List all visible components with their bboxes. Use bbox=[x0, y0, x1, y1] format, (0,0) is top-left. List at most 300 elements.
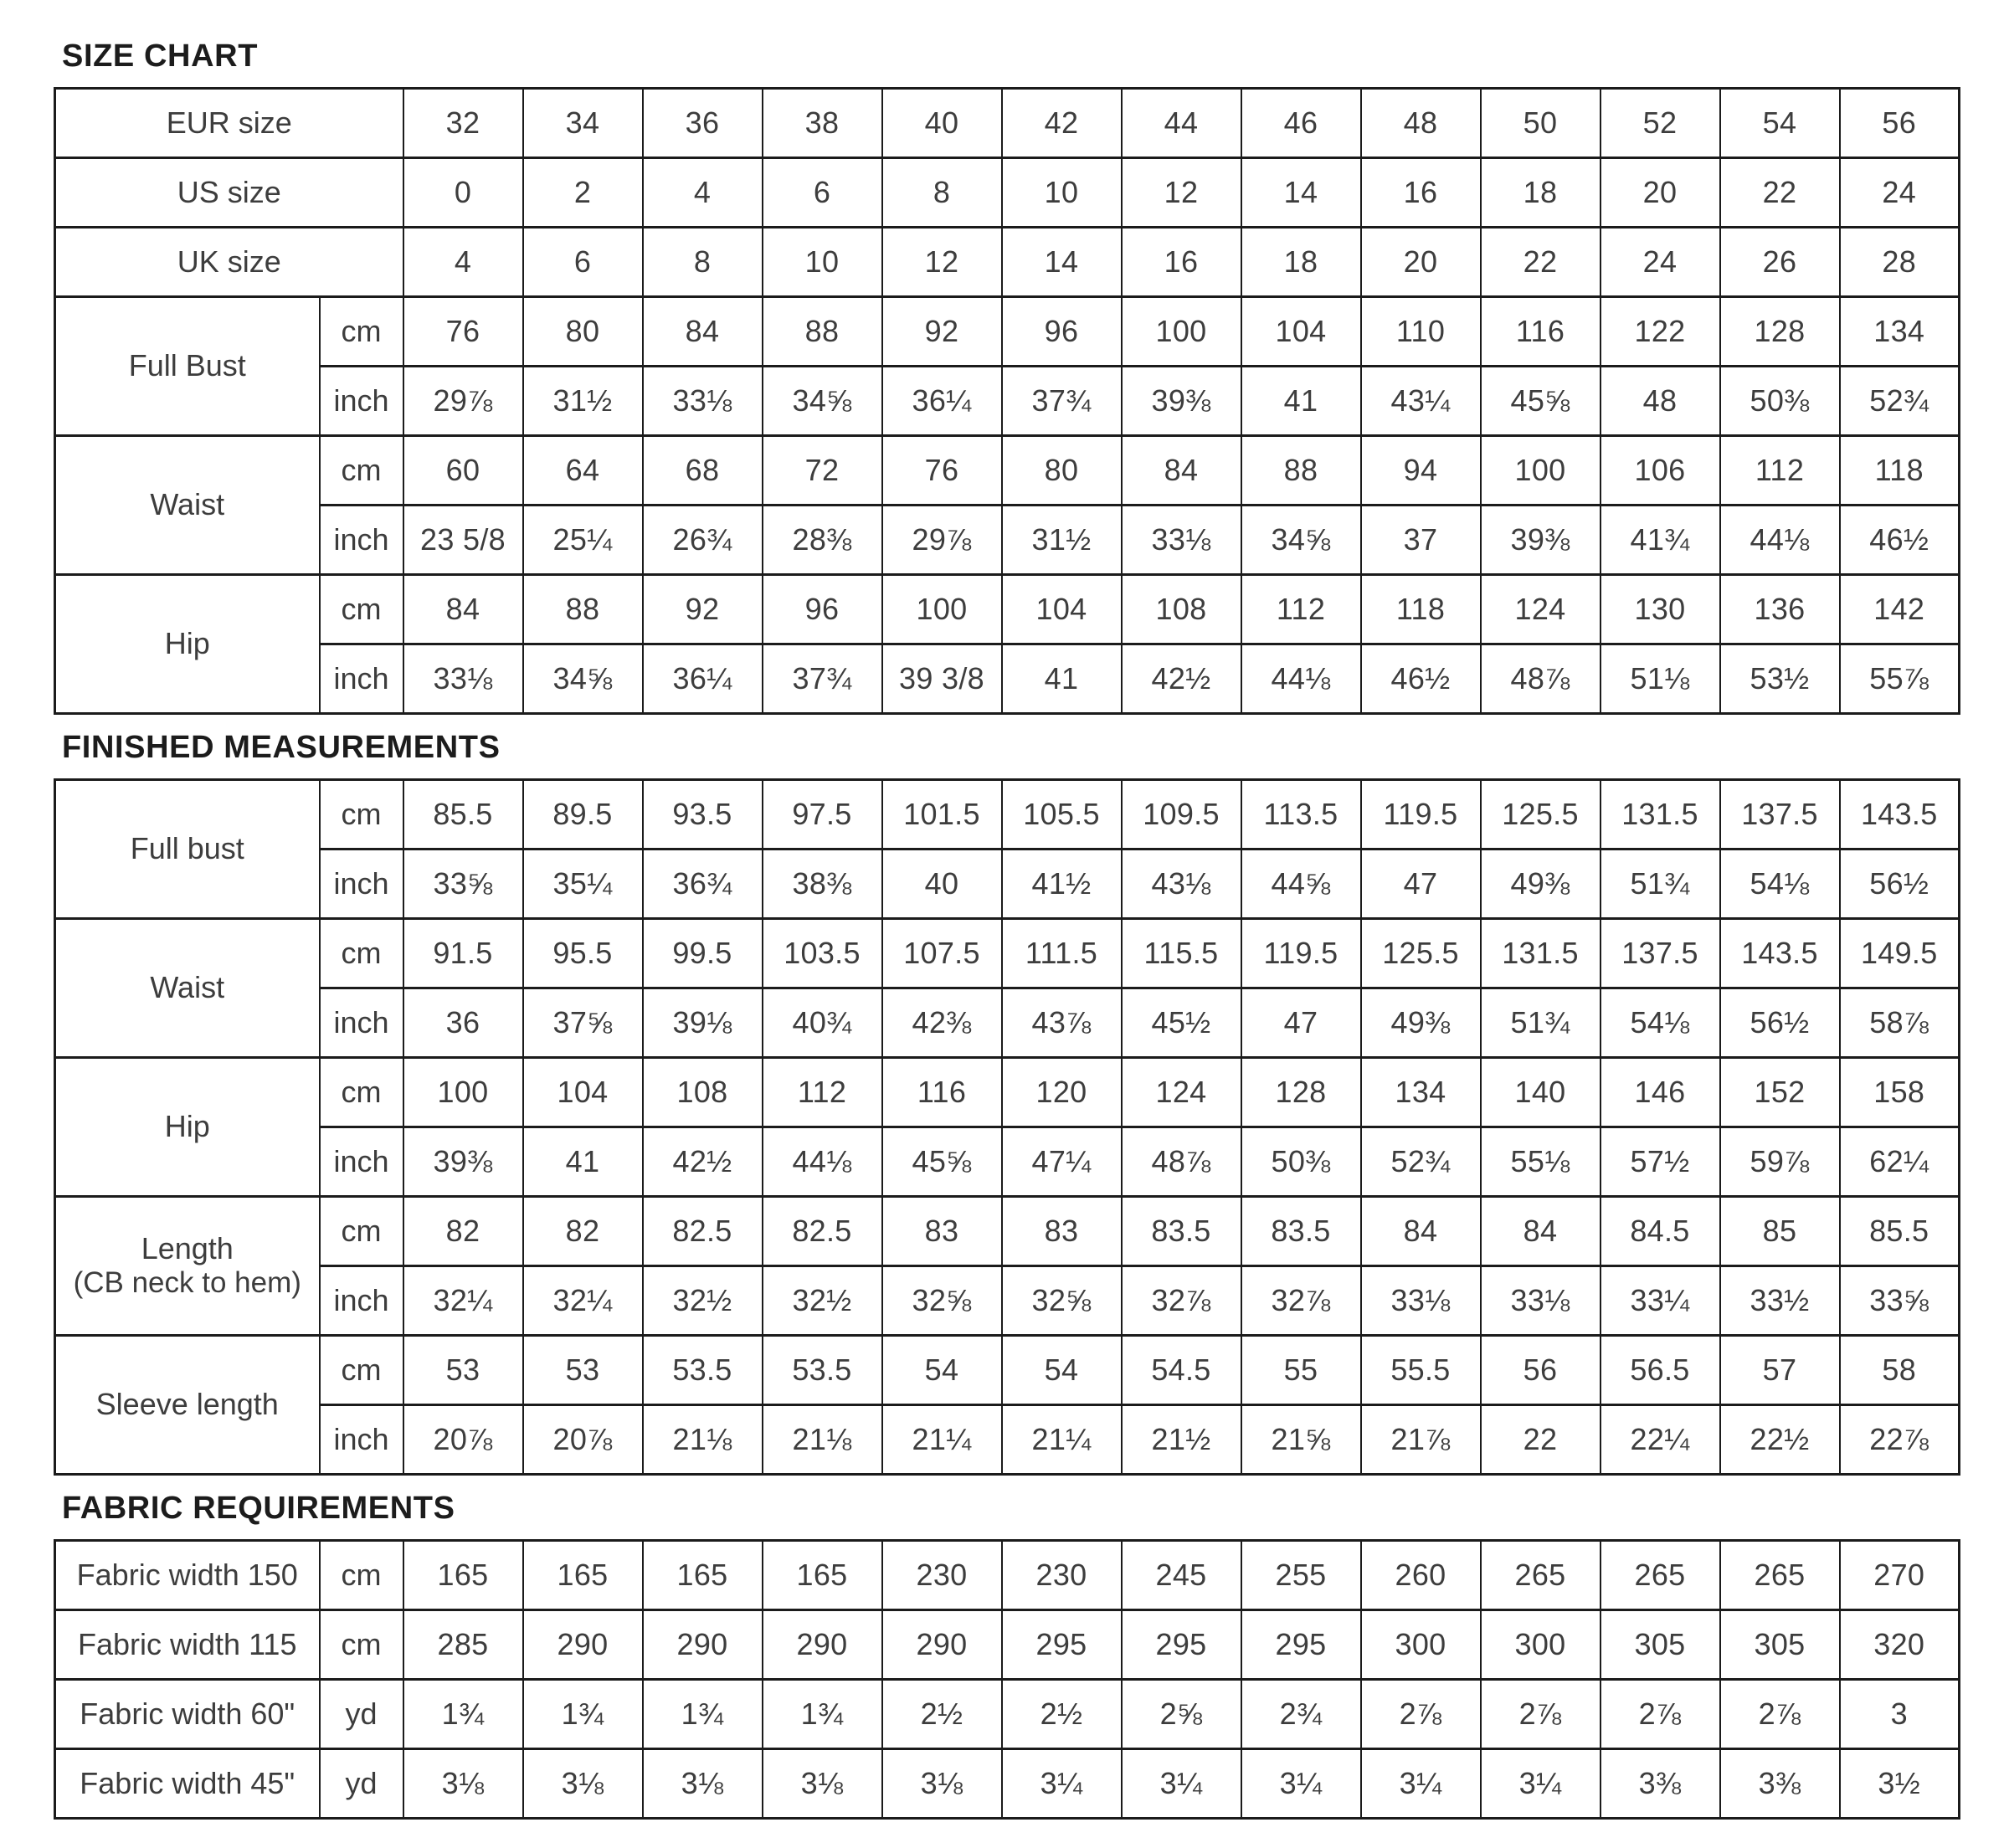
table-row bbox=[55, 157, 1960, 227]
value-cell: 10 bbox=[763, 227, 882, 296]
value-cell: 46 bbox=[1241, 88, 1361, 157]
value-cell: 44⅛ bbox=[763, 1127, 882, 1196]
value-cell: 64 bbox=[523, 435, 643, 505]
value-cell: 3⅛ bbox=[403, 1748, 523, 1818]
value-cell: 112 bbox=[1720, 435, 1840, 505]
value-cell: 21¼ bbox=[882, 1404, 1002, 1474]
value-cell: 33⅝ bbox=[403, 849, 523, 918]
value-cell: 142 bbox=[1840, 574, 1960, 644]
value-cell: 41¾ bbox=[1601, 505, 1720, 574]
value-cell: 40 bbox=[882, 849, 1002, 918]
unit-cell: inch bbox=[320, 1404, 403, 1474]
table-row bbox=[55, 988, 1960, 1057]
value-cell: 16 bbox=[1122, 227, 1241, 296]
value-cell: 130 bbox=[1601, 574, 1720, 644]
value-cell: 38 bbox=[763, 88, 882, 157]
value-cell: 62¼ bbox=[1840, 1127, 1960, 1196]
unit-cell: cm bbox=[320, 1057, 403, 1127]
value-cell: 136 bbox=[1720, 574, 1840, 644]
value-cell: 36¼ bbox=[882, 366, 1002, 435]
value-cell: 36¾ bbox=[643, 849, 763, 918]
value-cell: 34⅝ bbox=[1241, 505, 1361, 574]
value-cell: 112 bbox=[763, 1057, 882, 1127]
value-cell: 18 bbox=[1481, 157, 1601, 227]
value-cell: 3¼ bbox=[1002, 1748, 1122, 1818]
value-cell: 255 bbox=[1241, 1540, 1361, 1609]
value-cell: 101.5 bbox=[882, 779, 1002, 849]
value-cell: 80 bbox=[523, 296, 643, 366]
value-cell: 83.5 bbox=[1241, 1196, 1361, 1265]
value-cell: 125.5 bbox=[1361, 918, 1481, 988]
value-cell: 54.5 bbox=[1122, 1335, 1241, 1404]
value-cell: 47 bbox=[1361, 849, 1481, 918]
value-cell: 37 bbox=[1361, 505, 1481, 574]
value-cell: 143.5 bbox=[1720, 918, 1840, 988]
value-cell: 1¾ bbox=[763, 1679, 882, 1748]
value-cell: 152 bbox=[1720, 1057, 1840, 1127]
value-cell: 1¾ bbox=[523, 1679, 643, 1748]
value-cell: 0 bbox=[403, 157, 523, 227]
value-cell: 3 bbox=[1840, 1679, 1960, 1748]
value-cell: 108 bbox=[643, 1057, 763, 1127]
value-cell: 31½ bbox=[523, 366, 643, 435]
table-row bbox=[55, 574, 1960, 644]
value-cell: 33⅛ bbox=[1361, 1265, 1481, 1335]
value-cell: 24 bbox=[1601, 227, 1720, 296]
unit-cell: cm bbox=[320, 435, 403, 505]
unit-cell: inch bbox=[320, 505, 403, 574]
value-cell: 23 5/8 bbox=[403, 505, 523, 574]
value-cell: 3⅜ bbox=[1720, 1748, 1840, 1818]
value-cell: 48⅞ bbox=[1481, 644, 1601, 713]
value-cell: 39⅛ bbox=[643, 988, 763, 1057]
value-cell: 68 bbox=[643, 435, 763, 505]
value-cell: 20 bbox=[1361, 227, 1481, 296]
value-cell: 94 bbox=[1361, 435, 1481, 505]
value-cell: 55⅞ bbox=[1840, 644, 1960, 713]
table-row bbox=[55, 779, 1960, 849]
value-cell: 84 bbox=[403, 574, 523, 644]
value-cell: 42½ bbox=[643, 1127, 763, 1196]
value-cell: 50⅜ bbox=[1720, 366, 1840, 435]
value-cell: 290 bbox=[523, 1609, 643, 1679]
value-cell: 165 bbox=[523, 1540, 643, 1609]
value-cell: 21½ bbox=[1122, 1404, 1241, 1474]
value-cell: 119.5 bbox=[1361, 779, 1481, 849]
value-cell: 57 bbox=[1720, 1335, 1840, 1404]
fabric-requirements-table bbox=[54, 1539, 1960, 1820]
value-cell: 21⅛ bbox=[763, 1404, 882, 1474]
value-cell: 43⅛ bbox=[1122, 849, 1241, 918]
value-cell: 37⅝ bbox=[523, 988, 643, 1057]
value-cell: 51⅛ bbox=[1601, 644, 1720, 713]
value-cell: 46½ bbox=[1840, 505, 1960, 574]
table-row bbox=[55, 1057, 1960, 1127]
value-cell: 32⅝ bbox=[882, 1265, 1002, 1335]
value-cell: 41 bbox=[523, 1127, 643, 1196]
value-cell: 60 bbox=[403, 435, 523, 505]
unit-cell: cm bbox=[320, 1335, 403, 1404]
value-cell: 109.5 bbox=[1122, 779, 1241, 849]
value-cell: 91.5 bbox=[403, 918, 523, 988]
value-cell: 89.5 bbox=[523, 779, 643, 849]
row-label bbox=[55, 1196, 320, 1335]
value-cell: 32⅞ bbox=[1122, 1265, 1241, 1335]
value-cell: 245 bbox=[1122, 1540, 1241, 1609]
row-label: UK size bbox=[55, 227, 403, 296]
value-cell: 3¼ bbox=[1361, 1748, 1481, 1818]
value-cell: 21¼ bbox=[1002, 1404, 1122, 1474]
value-cell: 290 bbox=[763, 1609, 882, 1679]
value-cell: 2⅝ bbox=[1122, 1679, 1241, 1748]
row-label: Full Bust bbox=[55, 296, 320, 435]
value-cell: 32¼ bbox=[403, 1265, 523, 1335]
value-cell: 84.5 bbox=[1601, 1196, 1720, 1265]
finished-measurements-title: FINISHED MEASUREMENTS bbox=[62, 729, 501, 765]
section-finished-measurements bbox=[54, 729, 1959, 1476]
value-cell: 2⅞ bbox=[1361, 1679, 1481, 1748]
value-cell: 105.5 bbox=[1002, 779, 1122, 849]
unit-cell: inch bbox=[320, 644, 403, 713]
value-cell: 44⅛ bbox=[1720, 505, 1840, 574]
value-cell: 84 bbox=[1361, 1196, 1481, 1265]
value-cell: 305 bbox=[1720, 1609, 1840, 1679]
value-cell: 165 bbox=[643, 1540, 763, 1609]
value-cell: 37¾ bbox=[1002, 366, 1122, 435]
value-cell: 20⅞ bbox=[403, 1404, 523, 1474]
value-cell: 131.5 bbox=[1481, 918, 1601, 988]
value-cell: 3¼ bbox=[1122, 1748, 1241, 1818]
value-cell: 12 bbox=[882, 227, 1002, 296]
value-cell: 48⅞ bbox=[1122, 1127, 1241, 1196]
value-cell: 84 bbox=[643, 296, 763, 366]
value-cell: 57½ bbox=[1601, 1127, 1720, 1196]
value-cell: 295 bbox=[1122, 1609, 1241, 1679]
value-cell: 1¾ bbox=[643, 1679, 763, 1748]
table-row bbox=[55, 1540, 1960, 1609]
finished-measurements-table bbox=[54, 778, 1960, 1476]
row-label: EUR size bbox=[55, 88, 403, 157]
value-cell: 113.5 bbox=[1241, 779, 1361, 849]
value-cell: 12 bbox=[1122, 157, 1241, 227]
value-cell: 28 bbox=[1840, 227, 1960, 296]
value-cell: 48 bbox=[1601, 366, 1720, 435]
value-cell: 265 bbox=[1481, 1540, 1601, 1609]
value-cell: 41 bbox=[1241, 366, 1361, 435]
value-cell: 54⅛ bbox=[1720, 849, 1840, 918]
value-cell: 76 bbox=[882, 435, 1002, 505]
value-cell: 96 bbox=[1002, 296, 1122, 366]
row-label: Hip bbox=[55, 574, 320, 713]
value-cell: 8 bbox=[882, 157, 1002, 227]
value-cell: 97.5 bbox=[763, 779, 882, 849]
value-cell: 33⅛ bbox=[403, 644, 523, 713]
value-cell: 44⅝ bbox=[1241, 849, 1361, 918]
table-row bbox=[55, 1335, 1960, 1404]
value-cell: 3⅜ bbox=[1601, 1748, 1720, 1818]
value-cell: 36 bbox=[403, 988, 523, 1057]
table-row bbox=[55, 1679, 1960, 1748]
value-cell: 131.5 bbox=[1601, 779, 1720, 849]
size-chart-title: SIZE CHART bbox=[62, 38, 258, 74]
value-cell: 42 bbox=[1002, 88, 1122, 157]
value-cell: 85.5 bbox=[403, 779, 523, 849]
value-cell: 92 bbox=[882, 296, 1002, 366]
value-cell: 22 bbox=[1720, 157, 1840, 227]
table-row bbox=[55, 1196, 1960, 1265]
value-cell: 45⅝ bbox=[1481, 366, 1601, 435]
value-cell: 33⅛ bbox=[1122, 505, 1241, 574]
value-cell: 2¾ bbox=[1241, 1679, 1361, 1748]
value-cell: 295 bbox=[1002, 1609, 1122, 1679]
value-cell: 55.5 bbox=[1361, 1335, 1481, 1404]
value-cell: 140 bbox=[1481, 1057, 1601, 1127]
value-cell: 95.5 bbox=[523, 918, 643, 988]
value-cell: 37¾ bbox=[763, 644, 882, 713]
value-cell: 41 bbox=[1002, 644, 1122, 713]
value-cell: 143.5 bbox=[1840, 779, 1960, 849]
value-cell: 80 bbox=[1002, 435, 1122, 505]
value-cell: 33¼ bbox=[1601, 1265, 1720, 1335]
value-cell: 134 bbox=[1361, 1057, 1481, 1127]
table-row bbox=[55, 227, 1960, 296]
value-cell: 43⅞ bbox=[1002, 988, 1122, 1057]
value-cell: 20⅞ bbox=[523, 1404, 643, 1474]
value-cell: 50 bbox=[1481, 88, 1601, 157]
table-row bbox=[55, 644, 1960, 713]
value-cell: 270 bbox=[1840, 1540, 1960, 1609]
value-cell: 26¾ bbox=[643, 505, 763, 574]
value-cell: 99.5 bbox=[643, 918, 763, 988]
value-cell: 53.5 bbox=[763, 1335, 882, 1404]
value-cell: 100 bbox=[1481, 435, 1601, 505]
value-cell: 58 bbox=[1840, 1335, 1960, 1404]
value-cell: 72 bbox=[763, 435, 882, 505]
table-row bbox=[55, 849, 1960, 918]
value-cell: 3⅛ bbox=[643, 1748, 763, 1818]
value-cell: 165 bbox=[403, 1540, 523, 1609]
value-cell: 82.5 bbox=[763, 1196, 882, 1265]
value-cell: 84 bbox=[1122, 435, 1241, 505]
table-row bbox=[55, 1127, 1960, 1196]
value-cell: 2 bbox=[523, 157, 643, 227]
value-cell: 82 bbox=[523, 1196, 643, 1265]
value-cell: 35¼ bbox=[523, 849, 643, 918]
row-label: Hip bbox=[55, 1057, 320, 1196]
value-cell: 158 bbox=[1840, 1057, 1960, 1127]
value-cell: 285 bbox=[403, 1609, 523, 1679]
value-cell: 96 bbox=[763, 574, 882, 644]
value-cell: 2⅞ bbox=[1720, 1679, 1840, 1748]
value-cell: 22¼ bbox=[1601, 1404, 1720, 1474]
row-label: Fabric width 115 bbox=[55, 1609, 320, 1679]
row-label: Fabric width 150 bbox=[55, 1540, 320, 1609]
value-cell: 22 bbox=[1481, 1404, 1601, 1474]
value-cell: 31½ bbox=[1002, 505, 1122, 574]
value-cell: 107.5 bbox=[882, 918, 1002, 988]
value-cell: 32½ bbox=[643, 1265, 763, 1335]
value-cell: 124 bbox=[1481, 574, 1601, 644]
value-cell: 120 bbox=[1002, 1057, 1122, 1127]
value-cell: 32½ bbox=[763, 1265, 882, 1335]
value-cell: 16 bbox=[1361, 157, 1481, 227]
value-cell: 58⅞ bbox=[1840, 988, 1960, 1057]
value-cell: 3⅛ bbox=[882, 1748, 1002, 1818]
unit-cell: inch bbox=[320, 988, 403, 1057]
value-cell: 22⅞ bbox=[1840, 1404, 1960, 1474]
table-row bbox=[55, 1404, 1960, 1474]
value-cell: 10 bbox=[1002, 157, 1122, 227]
value-cell: 22 bbox=[1481, 227, 1601, 296]
value-cell: 290 bbox=[643, 1609, 763, 1679]
value-cell: 100 bbox=[1122, 296, 1241, 366]
value-cell: 2⅞ bbox=[1481, 1679, 1601, 1748]
row-label: Fabric width 45" bbox=[55, 1748, 320, 1818]
value-cell: 53½ bbox=[1720, 644, 1840, 713]
row-label: Waist bbox=[55, 918, 320, 1057]
value-cell: 51¾ bbox=[1481, 988, 1601, 1057]
value-cell: 47 bbox=[1241, 988, 1361, 1057]
value-cell: 125.5 bbox=[1481, 779, 1601, 849]
value-cell: 4 bbox=[403, 227, 523, 296]
value-cell: 115.5 bbox=[1122, 918, 1241, 988]
value-cell: 48 bbox=[1361, 88, 1481, 157]
table-row bbox=[55, 918, 1960, 988]
value-cell: 42⅜ bbox=[882, 988, 1002, 1057]
value-cell: 39⅜ bbox=[403, 1127, 523, 1196]
table-row bbox=[55, 296, 1960, 366]
row-label: Waist bbox=[55, 435, 320, 574]
value-cell: 2½ bbox=[882, 1679, 1002, 1748]
value-cell: 53.5 bbox=[643, 1335, 763, 1404]
value-cell: 100 bbox=[403, 1057, 523, 1127]
value-cell: 146 bbox=[1601, 1057, 1720, 1127]
value-cell: 24 bbox=[1840, 157, 1960, 227]
table-row bbox=[55, 1748, 1960, 1818]
value-cell: 76 bbox=[403, 296, 523, 366]
value-cell: 25¼ bbox=[523, 505, 643, 574]
value-cell: 165 bbox=[763, 1540, 882, 1609]
value-cell: 88 bbox=[763, 296, 882, 366]
value-cell: 93.5 bbox=[643, 779, 763, 849]
value-cell: 54 bbox=[1002, 1335, 1122, 1404]
value-cell: 118 bbox=[1840, 435, 1960, 505]
value-cell: 3⅛ bbox=[523, 1748, 643, 1818]
value-cell: 42½ bbox=[1122, 644, 1241, 713]
unit-cell: inch bbox=[320, 1127, 403, 1196]
value-cell: 128 bbox=[1241, 1057, 1361, 1127]
value-cell: 103.5 bbox=[763, 918, 882, 988]
value-cell: 83 bbox=[882, 1196, 1002, 1265]
value-cell: 104 bbox=[1241, 296, 1361, 366]
value-cell: 52¾ bbox=[1840, 366, 1960, 435]
unit-cell: yd bbox=[320, 1679, 403, 1748]
value-cell: 54 bbox=[882, 1335, 1002, 1404]
value-cell: 137.5 bbox=[1720, 779, 1840, 849]
value-cell: 110 bbox=[1361, 296, 1481, 366]
value-cell: 290 bbox=[882, 1609, 1002, 1679]
value-cell: 2½ bbox=[1002, 1679, 1122, 1748]
value-cell: 265 bbox=[1720, 1540, 1840, 1609]
value-cell: 85.5 bbox=[1840, 1196, 1960, 1265]
value-cell: 108 bbox=[1122, 574, 1241, 644]
value-cell: 26 bbox=[1720, 227, 1840, 296]
value-cell: 14 bbox=[1002, 227, 1122, 296]
value-cell: 52¾ bbox=[1361, 1127, 1481, 1196]
value-cell: 2⅞ bbox=[1601, 1679, 1720, 1748]
value-cell: 56 bbox=[1481, 1335, 1601, 1404]
value-cell: 44 bbox=[1122, 88, 1241, 157]
unit-cell: cm bbox=[320, 296, 403, 366]
value-cell: 124 bbox=[1122, 1057, 1241, 1127]
value-cell: 134 bbox=[1840, 296, 1960, 366]
value-cell: 33⅝ bbox=[1840, 1265, 1960, 1335]
value-cell: 56.5 bbox=[1601, 1335, 1720, 1404]
value-cell: 36¼ bbox=[643, 644, 763, 713]
value-cell: 230 bbox=[882, 1540, 1002, 1609]
value-cell: 320 bbox=[1840, 1609, 1960, 1679]
value-cell: 33⅛ bbox=[643, 366, 763, 435]
value-cell: 28⅜ bbox=[763, 505, 882, 574]
row-label: Sleeve length bbox=[55, 1335, 320, 1474]
value-cell: 88 bbox=[1241, 435, 1361, 505]
row-label: Full bust bbox=[55, 779, 320, 918]
unit-cell: cm bbox=[320, 918, 403, 988]
value-cell: 83 bbox=[1002, 1196, 1122, 1265]
value-cell: 33⅛ bbox=[1481, 1265, 1601, 1335]
value-cell: 4 bbox=[643, 157, 763, 227]
value-cell: 104 bbox=[523, 1057, 643, 1127]
value-cell: 265 bbox=[1601, 1540, 1720, 1609]
value-cell: 39⅜ bbox=[1481, 505, 1601, 574]
value-cell: 49⅜ bbox=[1481, 849, 1601, 918]
value-cell: 8 bbox=[643, 227, 763, 296]
value-cell: 82.5 bbox=[643, 1196, 763, 1265]
value-cell: 29⅞ bbox=[882, 505, 1002, 574]
value-cell: 92 bbox=[643, 574, 763, 644]
value-cell: 41½ bbox=[1002, 849, 1122, 918]
value-cell: 34⅝ bbox=[523, 644, 643, 713]
section-fabric-requirements bbox=[54, 1492, 1959, 1820]
unit-cell: cm bbox=[320, 1540, 403, 1609]
value-cell: 230 bbox=[1002, 1540, 1122, 1609]
row-label-line1: Length bbox=[141, 1231, 234, 1266]
value-cell: 33½ bbox=[1720, 1265, 1840, 1335]
value-cell: 50⅜ bbox=[1241, 1127, 1361, 1196]
unit-cell: cm bbox=[320, 1196, 403, 1265]
value-cell: 44⅛ bbox=[1241, 644, 1361, 713]
value-cell: 38⅜ bbox=[763, 849, 882, 918]
value-cell: 118 bbox=[1361, 574, 1481, 644]
value-cell: 305 bbox=[1601, 1609, 1720, 1679]
value-cell: 32⅞ bbox=[1241, 1265, 1361, 1335]
value-cell: 88 bbox=[523, 574, 643, 644]
value-cell: 36 bbox=[643, 88, 763, 157]
value-cell: 39 3/8 bbox=[882, 644, 1002, 713]
value-cell: 149.5 bbox=[1840, 918, 1960, 988]
unit-cell: inch bbox=[320, 849, 403, 918]
value-cell: 83.5 bbox=[1122, 1196, 1241, 1265]
value-cell: 55 bbox=[1241, 1335, 1361, 1404]
value-cell: 82 bbox=[403, 1196, 523, 1265]
value-cell: 137.5 bbox=[1601, 918, 1720, 988]
value-cell: 3¼ bbox=[1481, 1748, 1601, 1818]
value-cell: 56 bbox=[1840, 88, 1960, 157]
table-row bbox=[55, 88, 1960, 157]
unit-cell: yd bbox=[320, 1748, 403, 1818]
value-cell: 6 bbox=[523, 227, 643, 296]
value-cell: 32⅝ bbox=[1002, 1265, 1122, 1335]
